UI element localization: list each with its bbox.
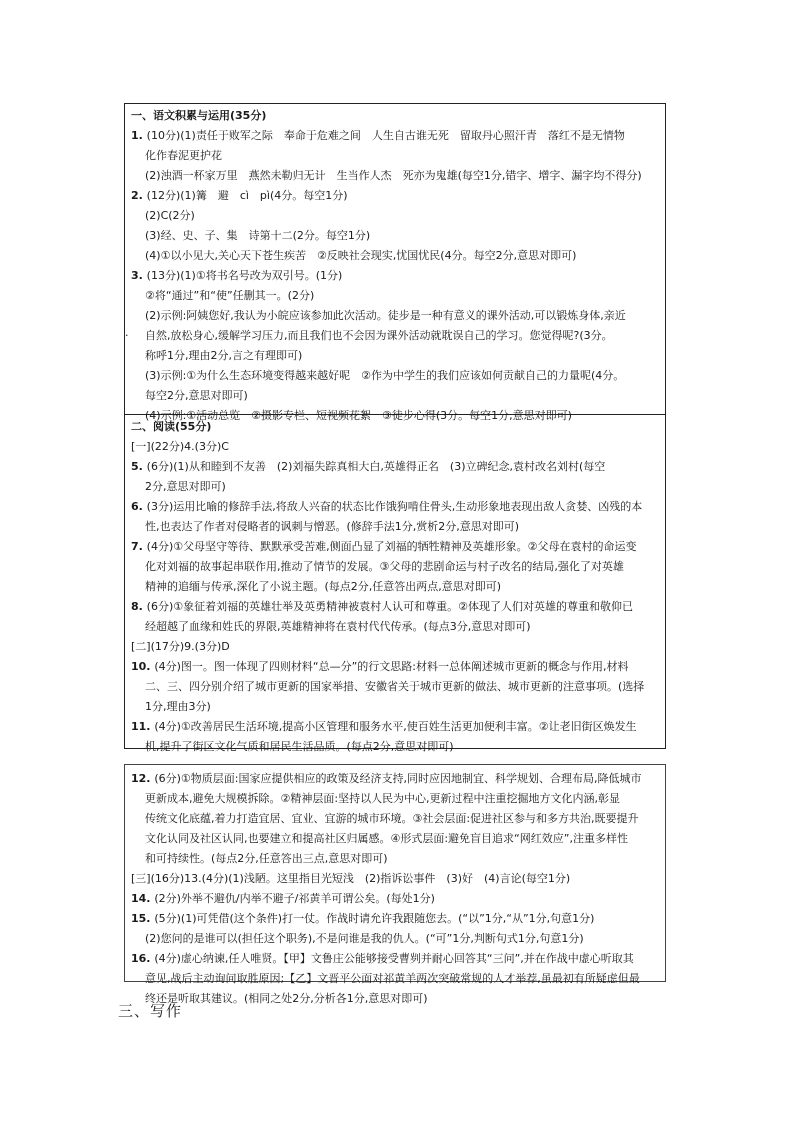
answer-line <box>131 717 659 737</box>
answer-line <box>131 537 659 557</box>
section-reading-continued <box>125 765 665 1013</box>
answer-text: 1分,理由3分) <box>145 700 211 713</box>
question-number: 8. <box>131 600 147 613</box>
answer-line <box>131 617 659 637</box>
answer-text: 传统文化底蕴,着力打造宜居、宜业、宜游的城市环境。③社会层面:促进社区参与和多方共治,既要提升 <box>145 812 639 825</box>
answer-text: (2)浊酒一杯家万里 燕然未勒归无计 生当作人杰 死亦为鬼雄(每空1分,错字、增字、漏字均不得分) <box>145 169 642 182</box>
answer-text: (4)①以小见大,关心天下苍生疾苦 ②反映社会现实,忧国忧民(4分。每空2分,意思对即可) <box>145 249 577 262</box>
answer-text: 终还是听取其建议。(相同之处2分,分析各1分,意思对即可) <box>145 992 428 1005</box>
answer-line <box>131 677 659 697</box>
answer-line <box>131 206 659 226</box>
answer-line <box>131 849 659 869</box>
answer-text: (4分)虚心纳谏,任人唯贤。【甲】文鲁庄公能够接受曹刿并耐心回答其“三问”,并在作战中虚心听取其 <box>154 952 634 965</box>
answer-text: (13分)(1)①将书名号改为双引号。(1分) <box>146 269 343 282</box>
answer-line <box>131 346 659 366</box>
question-number: 16. <box>131 952 155 965</box>
answer-line <box>131 829 659 849</box>
answer-line <box>131 769 659 789</box>
answer-line <box>131 126 659 146</box>
answer-line <box>131 969 659 989</box>
answer-text: (6分)(1)从和睦到不友善 (2)刘福失踪真相大白,英雄得正名 (3)立碑纪念,袁村改名刘村(每空 <box>146 460 606 473</box>
answer-line <box>131 306 659 326</box>
answer-line <box>131 186 659 206</box>
question-number: 11. <box>131 720 155 733</box>
question-number: 10. <box>131 660 155 673</box>
answer-line <box>131 286 659 306</box>
answer-text: (2分)外举不避仇/内举不避子/祁黄羊可谓公矣。(每处1分) <box>154 892 435 905</box>
answer-line <box>131 226 659 246</box>
answer-text: (3)示例:①为什么生态环境变得越来越好呢 ②作为中学生的我们应该如何贡献自己的力量呢(4分。 <box>145 369 625 382</box>
answer-line <box>131 246 659 266</box>
answer-line <box>131 737 659 757</box>
answer-text: 化对刘福的故事起串联作用,推动了情节的发展。③父母的悲剧命运与村子改名的结局,强化了对英雄 <box>145 560 624 573</box>
question-number: 2. <box>131 189 147 202</box>
answer-line <box>131 497 659 517</box>
answer-line <box>131 477 659 497</box>
question-number: 6. <box>131 500 147 513</box>
answer-text: 和可持续性。(每点2分,任意答出三点,意思对即可) <box>145 852 388 865</box>
section-language <box>125 104 665 422</box>
answer-text: [二](17分)9.(3分)D <box>131 640 230 653</box>
answer-text: 称呼1分,理由2分,言之有理即可) <box>145 349 303 362</box>
section-heading <box>131 417 659 437</box>
answer-text: 意见,战后主动询问取胜原因;【乙】文晋平公面对祁黄羊两次突破常规的人才举荐,虽最初有所疑虑但最 <box>145 972 640 985</box>
answer-line <box>131 386 659 406</box>
answer-text: (10分)(1)责任于败军之际 奉命于危难之间 人生自古谁无死 留取丹心照汗青 落红不是无情物 <box>146 129 625 142</box>
answer-text: 2分,意思对即可) <box>145 480 226 493</box>
question-number: 3. <box>131 269 147 282</box>
answer-text: 精神的追缅与传承,深化了小说主题。(每点2分,任意答出两点,意思对即可) <box>145 580 502 593</box>
writing-title: 三、写作 <box>118 1002 183 1020</box>
answer-line <box>131 657 659 677</box>
margin-dot: · <box>125 329 129 342</box>
answer-text: (4分)①改善居民生活环境,提高小区管理和服务水平,使百姓生活更加便利丰富。②让老旧街区焕发生 <box>154 720 637 733</box>
answer-line <box>131 789 659 809</box>
answer-line <box>131 366 659 386</box>
answer-line <box>131 949 659 969</box>
answer-line <box>131 577 659 597</box>
answer-line <box>131 869 659 889</box>
answer-text: 机,提升了街区文化气质和居民生活品质。(每点2分,意思对即可) <box>145 740 454 753</box>
answer-line <box>131 437 659 457</box>
answer-text: (6分)①物质层面:国家应提供相应的政策及经济支持,同时应因地制宜、科学规划、合理布局,降低城市 <box>154 772 642 785</box>
answer-text: 二、阅读(55分) <box>131 420 212 433</box>
question-number: 5. <box>131 460 147 473</box>
answer-line <box>131 637 659 657</box>
answer-text: 每空2分,意思对即可) <box>145 389 248 402</box>
answer-line <box>131 266 659 286</box>
question-number: 7. <box>131 540 147 553</box>
answer-text: (5分)(1)可凭借(这个条件)打一仗。作战时请允许我跟随您去。(“以”1分,“从”1分,句意1分) <box>154 912 595 925</box>
answer-text: 化作春泥更护花 <box>145 149 222 162</box>
section-heading <box>131 106 659 126</box>
answer-line <box>131 557 659 577</box>
answer-text: 经超越了血缘和姓氏的界限,英雄精神将在袁村代代传承。(每点3分,意思对即可) <box>145 620 531 633</box>
answer-text: [三](16分)13.(4分)(1)浅陋。这里指目光短浅 (2)指诉讼事件 (3)好 (4)言论(每空1分) <box>131 872 571 885</box>
answer-text: (6分)①象征着刘福的英雄壮举及英勇精神被袁村人认可和尊重。②体现了人们对英雄的尊重和敬仰已 <box>146 600 633 613</box>
answer-box-part2 <box>124 764 666 1005</box>
answer-text: (4)示例:①活动总览 ②摄影专栏、短视频花絮 ③徒步心得(3分。每空1分,意思对即可) <box>145 409 572 422</box>
question-number: 15. <box>131 912 155 925</box>
answer-text: (4分)图一。图一体现了四则材料“总—分”的行文思路:材料一总体阐述城市更新的概念与作用,材料 <box>154 660 629 673</box>
answer-text: (4分)①父母坚守等待、默默承受苦难,侧面凸显了刘福的牺牲精神及英雄形象。②父母在袁村的命运变 <box>146 540 637 553</box>
answer-line <box>131 457 659 477</box>
answer-text: ②将“通过”和“使”任删其一。(2分) <box>145 289 315 302</box>
answer-text: 文化认同及社区认同,也要建立和提高社区归属感。④形式层面:避免盲目追求“网红效应”,注重多样性 <box>145 832 628 845</box>
answer-text: [一](22分)4.(3分)C <box>131 440 229 453</box>
answer-line <box>131 166 659 186</box>
answer-text: 更新成本,避免大规模拆除。②精神层面:坚持以人民为中心,更新过程中注重挖掘地方文化内涵,彰显 <box>145 792 621 805</box>
answer-line <box>131 989 659 1009</box>
answer-line <box>131 597 659 617</box>
answer-text: 二、三、四分别介绍了城市更新的国家举措、安徽省关于城市更新的做法、城市更新的注意事项。(选择 <box>145 680 645 693</box>
answer-text: (3)经、史、子、集 诗第十二(2分。每空1分) <box>145 229 371 242</box>
answer-text: (2)C(2分) <box>145 209 195 222</box>
answer-box-part1 <box>124 103 666 753</box>
answer-text: (2)示例:阿姨您好,我认为小皖应该参加此次活动。徒步是一种有意义的课外活动,可以锻炼身体,亲近 <box>145 309 626 322</box>
answer-text: (2)您问的是谁可以(担任这个职务),不是问谁是我的仇人。(“可”1分,判断句式1分,句意1分) <box>145 932 584 945</box>
answer-text: 自然,放松身心,缓解学习压力,而且我们也不会因为课外活动就耽误自己的学习。您觉得呢?(3分。 <box>145 329 613 342</box>
answer-line <box>131 889 659 909</box>
question-number: 14. <box>131 892 155 905</box>
answer-line <box>131 809 659 829</box>
answer-line <box>131 909 659 929</box>
question-number: 1. <box>131 129 147 142</box>
answer-line <box>125 326 659 346</box>
answer-text: (3分)运用比喻的修辞手法,将敌人兴奋的状态比作饿狗啃住骨头,生动形象地表现出敌人贪婪、凶残的本 <box>146 500 643 513</box>
answer-text: 一、语文积累与运用(35分) <box>131 109 267 122</box>
answer-text: (12分)(1)篝 避 cì pì(4分。每空1分) <box>146 189 348 202</box>
answer-line <box>131 146 659 166</box>
answer-line <box>131 929 659 949</box>
answer-text: 性,也表达了作者对侵略者的讽刺与憎恶。(修辞手法1分,赏析2分,意思对即可) <box>145 520 520 533</box>
question-number: 12. <box>131 772 155 785</box>
answer-line <box>131 697 659 717</box>
section-reading <box>125 415 665 759</box>
answer-line <box>131 517 659 537</box>
